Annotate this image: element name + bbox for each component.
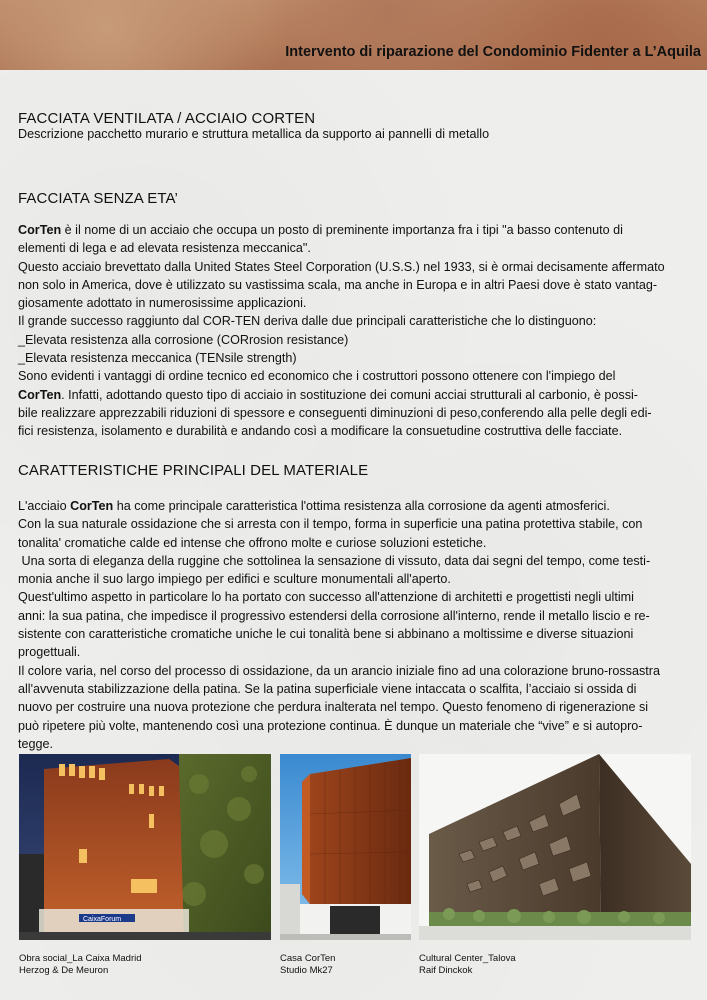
text-line: non solo in America, dove è utilizzato su vastissima scala, ma anche in Europa e in altri Paesi dove è stato vantag- bbox=[18, 277, 658, 292]
text-line: Sono evidenti i vantaggi di ordine tecnico ed economico che i costruttori possono ottenere con l'impiego del bbox=[18, 369, 616, 384]
caixaforum-building-image bbox=[19, 754, 271, 940]
text-line: progettuali. bbox=[18, 645, 81, 660]
caixaforum-sign: CaixaForum bbox=[83, 916, 122, 923]
text-line: tonalita' cromatiche calde ed intense che offrono molte e curiose soluzioni estetiche. bbox=[18, 535, 487, 550]
text-line: anni: la sua patina, che impedisce il progressivo estendersi della corrosione all'interno, rende il metallo liscio e re- bbox=[18, 608, 650, 623]
text-line: CorTen è il nome di un acciaio che occupa un posto di preminente importanza fra i tipi "a basso contenuto di bbox=[18, 223, 623, 237]
text-line: Una sorta di eleganza della ruggine che sottolinea la sensazione di vissuto, data dai segni del tempo, come testi- bbox=[18, 553, 651, 568]
text-line: può ripetere più volte, mantenendo così una protezione continua. È dunque un materiale che “vive” e si autopro- bbox=[18, 718, 643, 733]
text-line: Con la sua naturale ossidazione che si arresta con il tempo, forma in superficie una patina protettiva stabile, con bbox=[18, 517, 643, 532]
text-line: CorTen. Infatti, adottando questo tipo di acciaio in sostituzione dei comuni acciai strutturali al carbonio, è possi- bbox=[18, 387, 638, 402]
casa-corten-building-image bbox=[280, 754, 411, 940]
text-line: nuovo per costruire una nuova protezione che perdura inalterata nel tempo. Questo fenomeno di rigenerazione si bbox=[18, 700, 649, 715]
section-title-caratteristiche: CARATTERISTICHE PRINCIPALI DEL MATERIALE bbox=[18, 462, 369, 479]
rusted-steel-header-band bbox=[0, 0, 707, 70]
text-line: monia anche il suo largo impiego per edifici e sculture monumentali all'aperto. bbox=[18, 572, 451, 587]
cultural-center-building-image bbox=[419, 754, 691, 940]
text-line: giosamente adottato in numerosissime applicazioni. bbox=[18, 296, 307, 311]
caption-caixaforum: Obra social_La Caixa Madrid Herzog & De Meuron bbox=[19, 953, 142, 976]
text-line: Questo acciaio brevettato dalla United States Steel Corporation (U.S.S.) nel 1933, si è ormai decisamente affermato bbox=[18, 259, 665, 274]
paragraph-facciata-senza-eta bbox=[18, 221, 693, 441]
text-line: bile realizzare apprezzabili riduzioni di spessore e conseguenti diminuzioni di peso,conferendo alla pelle degli edi- bbox=[18, 405, 652, 420]
caption-cultural-center: Cultural Center_Talova Raif Dinckok bbox=[419, 953, 516, 976]
text-line: Il colore varia, nel corso del processo di ossidazione, da un arancio iniziale fino ad una colorazione bruno-rossastra bbox=[18, 663, 660, 678]
section-title-facciata-senza-eta: FACCIATA SENZA ETA’ bbox=[18, 190, 178, 207]
text-line: Il grande successo raggiunto dal COR-TEN deriva dalle due principali caratteristiche che lo distinguono: bbox=[18, 314, 597, 329]
photo-casa-corten bbox=[280, 754, 411, 940]
text-line: L'acciaio CorTen ha come principale caratteristica l'ottima resistenza alla corrosione da agenti atmosferici. bbox=[18, 499, 610, 513]
text-line: all'avvenuta stabilizzazione della patina. Se la patina superficiale viene intaccata o scalfita, l’acciaio si ossida di bbox=[18, 681, 637, 696]
text-line: _Elevata resistenza meccanica (TENsile strength) bbox=[18, 351, 297, 366]
text-line: Quest'ultimo aspetto in particolare lo ha portato con successo all'attenzione di architetti e progettisti negli ultimi bbox=[18, 590, 634, 605]
text-line: tegge. bbox=[18, 736, 54, 751]
section-title-facciata-ventilata: FACCIATA VENTILATA / ACCIAIO CORTEN bbox=[18, 110, 316, 127]
text-line: elementi di lega e ad elevata resistenza meccanica". bbox=[18, 241, 311, 256]
caption-casa-corten: Casa CorTen Studio Mk27 bbox=[280, 953, 336, 976]
text-line: sistente con caratteristiche cromatiche uniche le cui tonalità bene si abbinano a moltissime e diverse situazioni bbox=[18, 627, 634, 642]
photo-cultural-center-talova bbox=[419, 754, 691, 940]
section-subtitle: Descrizione pacchetto murario e struttura metallica da supporto ai pannelli di metallo bbox=[18, 127, 490, 141]
photo-caixaforum-madrid bbox=[19, 754, 271, 940]
paragraph-caratteristiche bbox=[18, 497, 693, 753]
text-line: fici resistenza, isolamento e durabilità e andando così a modificare la consuetudine costruttiva delle facciate. bbox=[18, 424, 623, 439]
text-line: _Elevata resistenza alla corrosione (CORrosion resistance) bbox=[18, 332, 349, 347]
page-title: Intervento di riparazione del Condominio Fidenter a L’Aquila bbox=[285, 44, 701, 60]
